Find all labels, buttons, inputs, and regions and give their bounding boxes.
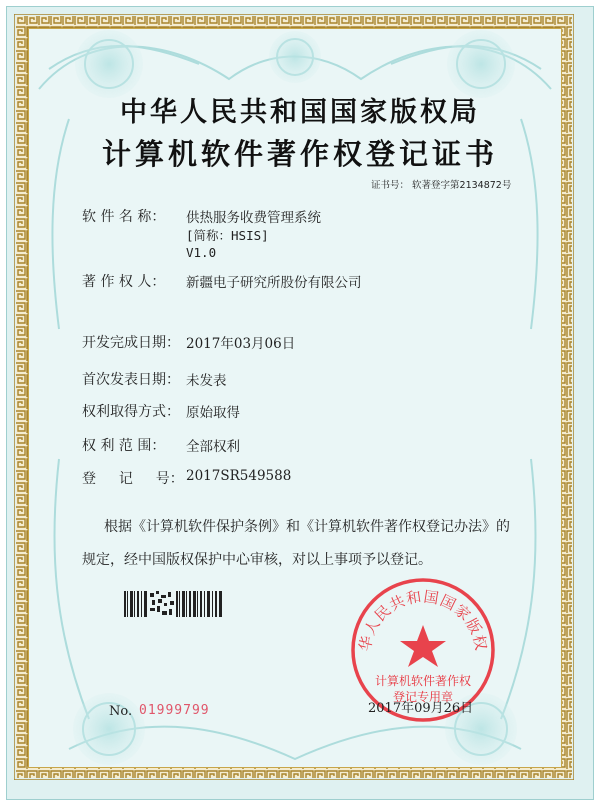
copyright-owner-value: 新疆电子研究所股份有限公司 <box>186 275 362 291</box>
serial-number-label: No. <box>109 704 133 719</box>
software-name-value: 供热服务收费管理系统 <box>186 210 321 226</box>
serial-number-value: 01999799 <box>139 703 210 718</box>
development-date-value: 2017年03月06日 <box>186 336 296 352</box>
issuing-authority: 中华人民共和国国家版权局 <box>120 97 480 128</box>
issue-date: 2017年09月26日 <box>368 701 474 716</box>
certificate-number <box>371 177 511 191</box>
rights-scope-value: 全部权利 <box>186 439 240 455</box>
certificate-number-label: 证书号： <box>371 180 410 191</box>
registration-number-label: 登 记 号： <box>82 471 184 487</box>
seal-line-1: 计算机软件著作权 <box>374 674 471 688</box>
seal-line-2: 登记专用章 <box>392 690 453 704</box>
first-publish-date-label: 首次发表日期： <box>82 372 180 388</box>
copyright-owner-label: 著 作 权 人： <box>82 274 166 290</box>
statement-line-1: 根据《计算机软件保护条例》和《计算机软件著作权登记办法》的 <box>104 519 510 535</box>
software-name-label: 软 件 名 称： <box>82 209 166 225</box>
registration-number-value: 2017SR549588 <box>186 468 292 484</box>
star-icon <box>400 625 446 667</box>
statement-line-2: 规定，经中国版权保护中心审核，对以上事项予以登记。 <box>82 552 432 568</box>
barcode-icon <box>124 591 222 617</box>
acquisition-method-label: 权利取得方式： <box>82 404 180 420</box>
software-version: V1.0 <box>186 245 217 260</box>
certificate-number-value: 软著登字第2134872号 <box>412 180 512 191</box>
rights-scope-label: 权 利 范 围： <box>82 438 166 454</box>
software-short-name: [简称：HSIS] <box>186 228 269 243</box>
first-publish-date-value: 未发表 <box>186 373 227 389</box>
acquisition-method-value: 原始取得 <box>186 405 240 421</box>
seal-ring-text: 华人民共和国国家版权 <box>355 587 491 653</box>
certificate-title: 计算机软件著作权登记证书 <box>101 137 498 171</box>
development-date-label: 开发完成日期： <box>82 335 180 351</box>
